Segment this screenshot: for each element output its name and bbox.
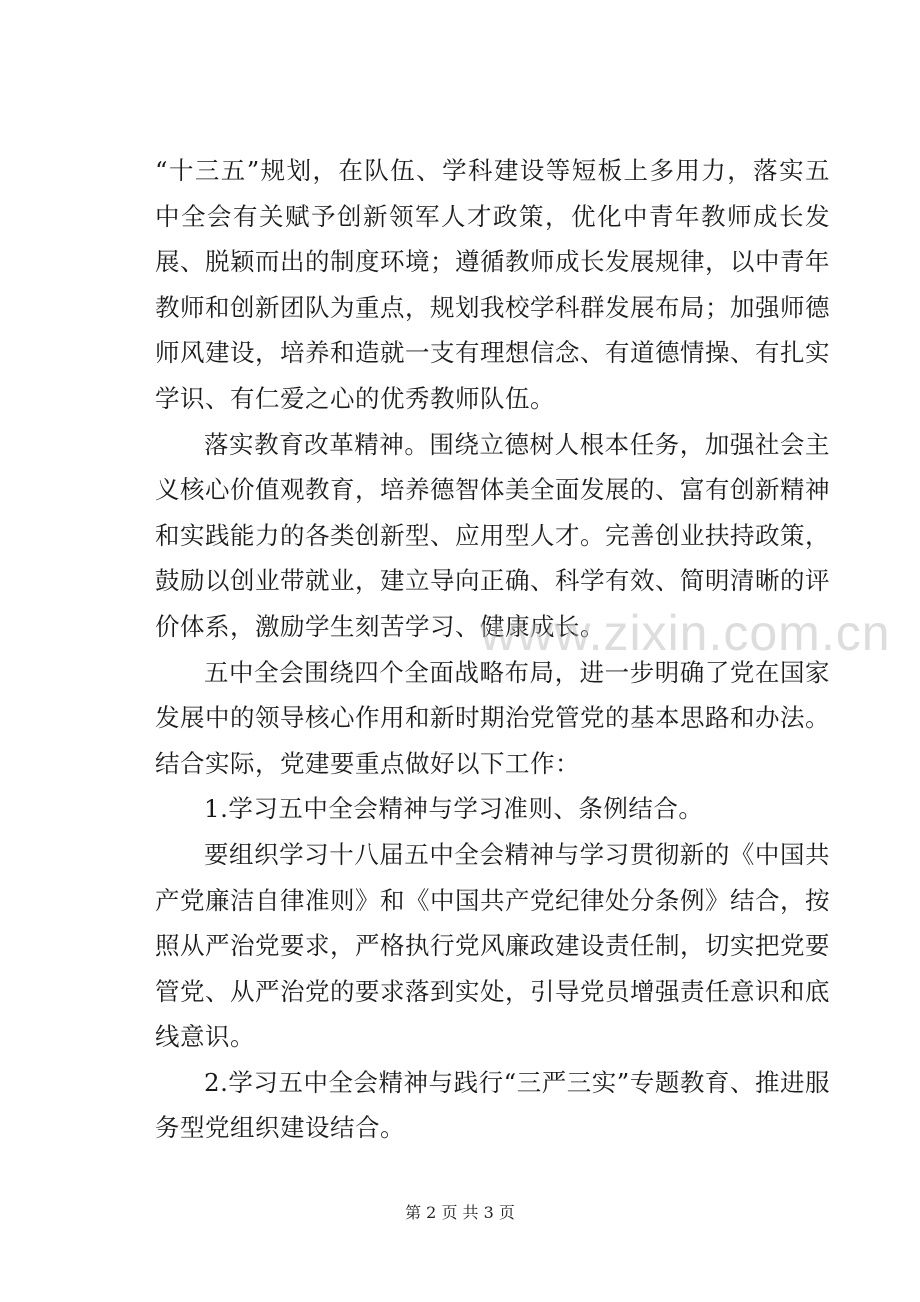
paragraph-party-building-intro: 五中全会围绕四个全面战略布局，进一步明确了党在国家发展中的领导核心作用和新时期治党管党的基本思路和办法。结合实际，党建要重点做好以下工作：	[155, 657, 830, 778]
paragraph-item-1-detail: 要组织学习十八届五中全会精神与学习贯彻新的《中国共产党廉洁自律准则》和《中国共产党纪律处分条例》结合，按照从严治党要求，严格执行党风廉政建设责任制，切实把党要管党、从严治党的要求落到实处，引导党员增强责任意识和底线意识。	[155, 839, 830, 1052]
paragraph-education-reform: 落实教育改革精神。围绕立德树人根本任务，加强社会主义核心价值观教育，培养德智体美全面发展的、富有创新精神和实践能力的各类创新型、应用型人才。完善创业扶持政策，鼓励以创业带就业，建立导向正确、科学有效、简明清晰的评价体系，激励学生刻苦学习、健康成长。	[155, 429, 830, 641]
watermark-text: www.zixin.com.cn	[480, 605, 891, 661]
heading-item-1: 1.学习五中全会精神与学习准则、条例结合。	[204, 794, 704, 824]
page-number-footer: 第 2 页 共 3 页	[405, 1203, 515, 1222]
heading-item-2: 2.学习五中全会精神与践行“三严三实”专题教育、推进服务型党组织建设结合。	[155, 1067, 830, 1143]
paragraph-talent-planning: “十三五”规划，在队伍、学科建设等短板上多用力，落实五中全会有关赋予创新领军人才政策，优化中青年教师成长发展、脱颖而出的制度环境；遵循教师成长发展规律，以中青年教师和创新团队为重点，规划我校学科群发展布局；加强师德师风建设，培养和造就一支有理想信念、有道德情操、有扎实学识、有仁爱之心的优秀教师队伍。	[155, 156, 830, 413]
